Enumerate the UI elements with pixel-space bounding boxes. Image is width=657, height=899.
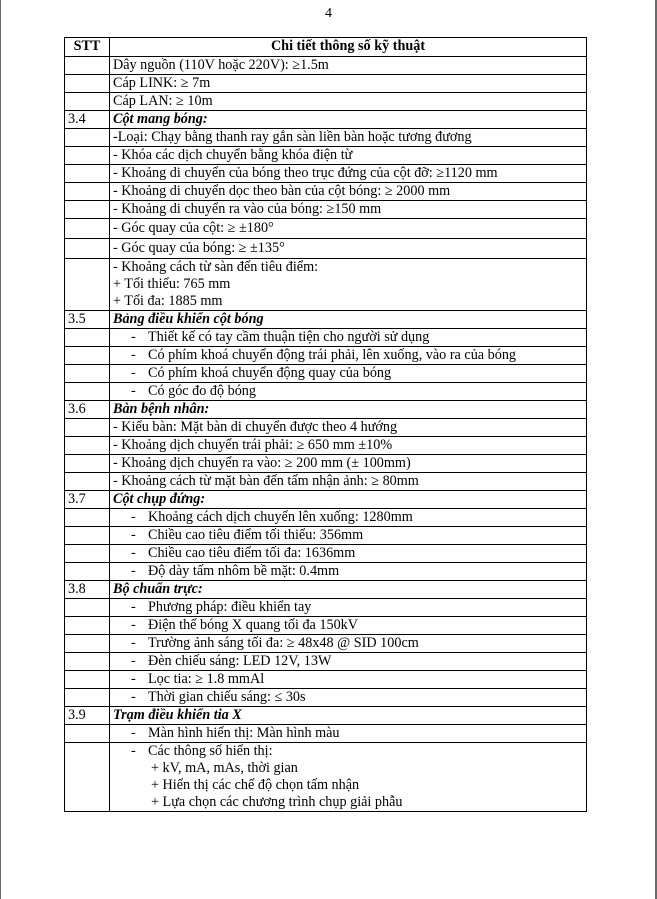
table-row <box>65 437 587 455</box>
table-row <box>65 129 587 147</box>
stt-cell: 3.7 <box>65 491 110 509</box>
detail-cell <box>110 563 587 581</box>
spec-text: - Kiểu bàn: Mặt bàn di chuyển được theo 4 hướng <box>110 419 587 437</box>
row-text: Màn hình hiển thị: Màn hình màu <box>148 725 340 741</box>
table-row <box>65 635 587 653</box>
stt-cell <box>65 383 110 401</box>
dash-marker: - <box>131 383 136 399</box>
spec-text: Cáp LINK: ≥ 7m <box>110 75 587 93</box>
stt-cell <box>65 419 110 437</box>
section-title: Trạm điều khiển tia X <box>110 707 587 725</box>
stt-cell <box>65 689 110 707</box>
detail-cell <box>110 527 587 545</box>
stt-cell: 3.9 <box>65 707 110 725</box>
dash-marker: - <box>131 365 136 381</box>
dash-marker: - <box>131 725 136 741</box>
spec-text: -Loại: Chạy bằng thanh ray gắn sàn liền bàn hoặc tương đương <box>110 129 587 147</box>
table-row <box>65 581 587 599</box>
row-text: Thời gian chiếu sáng: ≤ 30s <box>148 689 306 705</box>
table-row <box>65 165 587 183</box>
table-row <box>65 491 587 509</box>
spec-text: - Khoảng di chuyển ra vào của bóng: ≥150 mm <box>110 201 587 219</box>
table-row <box>65 93 587 111</box>
table-row <box>65 563 587 581</box>
table-row <box>65 57 587 75</box>
detail-cell <box>110 635 587 653</box>
table-row <box>65 111 587 129</box>
detail-cell <box>110 365 587 383</box>
detail-cell <box>110 743 587 812</box>
table-row <box>65 75 587 93</box>
table-row <box>65 455 587 473</box>
row-text: Có phím khoá chuyển động trái phải, lên xuống, vào ra của bóng <box>148 347 517 363</box>
stt-cell <box>65 545 110 563</box>
stt-cell <box>65 599 110 617</box>
detail-cell <box>110 617 587 635</box>
stt-cell: 3.5 <box>65 311 110 329</box>
stt-cell <box>65 347 110 365</box>
detail-cell <box>110 671 587 689</box>
section-title: Bảng điều khiển cột bóng <box>110 311 587 329</box>
stt-cell <box>65 725 110 743</box>
stt-cell <box>65 365 110 383</box>
section-title: Cột chụp đứng: <box>110 491 587 509</box>
stt-cell <box>65 743 110 812</box>
spec-text: - Góc quay của cột: ≥ ±180° <box>110 219 587 239</box>
spec-text: - Khóa các dịch chuyển bằng khóa điện từ <box>110 147 587 165</box>
table-row <box>65 527 587 545</box>
row-text: Độ dày tấm nhôm bề mặt: 0.4mm <box>148 563 340 579</box>
table-row <box>65 347 587 365</box>
dash-marker: - <box>131 329 136 345</box>
row-text: Trường ảnh sáng tối đa: ≥ 48x48 @ SID 100cm <box>148 635 419 651</box>
spec-text: - Khoảng dịch chuyển ra vào: ≥ 200 mm (± 100mm) <box>110 455 587 473</box>
dash-marker: - <box>131 347 136 363</box>
row-text: Chiều cao tiêu điểm tối đa: 1636mm <box>148 545 356 561</box>
spec-text: Cáp LAN: ≥ 10m <box>110 93 587 111</box>
row-text: Có góc đo độ bóng <box>148 383 256 399</box>
dash-marker: - <box>131 617 136 633</box>
table-row <box>65 617 587 635</box>
multi-line: + kV, mA, mAs, thời gian <box>151 760 298 776</box>
section-title: Bộ chuẩn trực: <box>110 581 587 599</box>
stt-cell <box>65 671 110 689</box>
detail-cell <box>110 383 587 401</box>
row-text: Các thông số hiển thị: <box>148 743 273 759</box>
dash-marker: - <box>131 743 136 759</box>
stt-cell <box>65 617 110 635</box>
table-row <box>65 183 587 201</box>
page-border-left <box>0 0 1 899</box>
stt-cell <box>65 635 110 653</box>
spec-text: - Khoảng cách từ mặt bàn đến tấm nhận ảnh: ≥ 80mm <box>110 473 587 491</box>
section-title: Bàn bệnh nhân: <box>110 401 587 419</box>
stt-cell <box>65 129 110 147</box>
multi-line: + Hiển thị các chế độ chọn tấm nhận <box>151 777 360 793</box>
stt-cell <box>65 437 110 455</box>
row-text: Lọc tia: ≥ 1.8 mmAl <box>148 671 265 687</box>
table-row <box>65 671 587 689</box>
table-row <box>65 201 587 219</box>
table-row <box>65 259 587 311</box>
table-row <box>65 743 587 812</box>
stt-cell <box>65 75 110 93</box>
spec-text: - Góc quay của bóng: ≥ ±135° <box>110 239 587 259</box>
stt-cell <box>65 455 110 473</box>
table-row <box>65 239 587 259</box>
row-text: Có phím khoá chuyển động quay của bóng <box>148 365 392 381</box>
detail-cell <box>110 545 587 563</box>
dash-marker: - <box>131 671 136 687</box>
multi-line: + Tối đa: 1885 mm <box>113 293 223 309</box>
dash-marker: - <box>131 563 136 579</box>
dash-marker: - <box>131 635 136 651</box>
table-row <box>65 545 587 563</box>
header-stt: STT <box>65 38 110 57</box>
stt-cell <box>65 509 110 527</box>
detail-cell <box>110 347 587 365</box>
table-row <box>65 509 587 527</box>
row-text: Khoảng cách dịch chuyển lên xuống: 1280mm <box>148 509 413 525</box>
stt-cell <box>65 57 110 75</box>
stt-cell: 3.8 <box>65 581 110 599</box>
dash-marker: - <box>131 545 136 561</box>
multi-line: + Lựa chọn các chương trình chụp giải phẫu <box>151 794 403 810</box>
table-row <box>65 473 587 491</box>
stt-cell <box>65 219 110 239</box>
stt-cell <box>65 239 110 259</box>
table-row <box>65 401 587 419</box>
row-text: Phương pháp: điều khiển tay <box>148 599 312 615</box>
page-number: 4 <box>325 6 332 21</box>
table-row <box>65 599 587 617</box>
spec-text: Dây nguồn (110V hoặc 220V): ≥1.5m <box>110 57 587 75</box>
detail-cell <box>110 653 587 671</box>
stt-cell <box>65 183 110 201</box>
table-row <box>65 707 587 725</box>
spec-text: - Khoảng di chuyển dọc theo bàn của cột bóng: ≥ 2000 mm <box>110 183 587 201</box>
table-row <box>65 383 587 401</box>
table-row <box>65 329 587 347</box>
stt-cell <box>65 201 110 219</box>
table-row <box>65 725 587 743</box>
table-row <box>65 311 587 329</box>
spec-text: - Khoảng di chuyển của bóng theo trục đứng của cột đỡ: ≥1120 mm <box>110 165 587 183</box>
stt-cell <box>65 165 110 183</box>
stt-cell <box>65 147 110 165</box>
stt-cell <box>65 563 110 581</box>
dash-marker: - <box>131 509 136 525</box>
stt-cell <box>65 93 110 111</box>
row-text: Đèn chiếu sáng: LED 12V, 13W <box>148 653 332 669</box>
spec-table <box>64 37 587 812</box>
stt-cell: 3.4 <box>65 111 110 129</box>
table-row <box>65 365 587 383</box>
dash-marker: - <box>131 689 136 705</box>
row-text: Điện thế bóng X quang tối đa 150kV <box>148 617 359 633</box>
header-detail: Chi tiết thông số kỹ thuật <box>110 38 587 57</box>
spec-text: - Khoảng dịch chuyển trái phải: ≥ 650 mm ±10% <box>110 437 587 455</box>
detail-cell <box>110 259 587 311</box>
row-text: Thiết kế có tay cầm thuận tiện cho người sử dụng <box>148 329 430 345</box>
table-row <box>65 419 587 437</box>
detail-cell <box>110 689 587 707</box>
detail-cell <box>110 599 587 617</box>
stt-cell <box>65 527 110 545</box>
detail-cell <box>110 725 587 743</box>
detail-cell <box>110 509 587 527</box>
table-row <box>65 689 587 707</box>
stt-cell: 3.6 <box>65 401 110 419</box>
dash-marker: - <box>131 527 136 543</box>
multi-line: + Tối thiểu: 765 mm <box>113 276 231 292</box>
dash-marker: - <box>131 653 136 669</box>
table-header-row <box>65 38 587 57</box>
detail-cell <box>110 329 587 347</box>
dash-marker: - <box>131 599 136 615</box>
row-text: Chiều cao tiêu điểm tối thiểu: 356mm <box>148 527 364 543</box>
stt-cell <box>65 473 110 491</box>
stt-cell <box>65 329 110 347</box>
table-row <box>65 147 587 165</box>
stt-cell <box>65 259 110 311</box>
section-title: Cột mang bóng: <box>110 111 587 129</box>
table-row <box>65 219 587 239</box>
multi-line: - Khoảng cách từ sàn đến tiêu điểm: <box>113 259 319 275</box>
table-row <box>65 653 587 671</box>
stt-cell <box>65 653 110 671</box>
